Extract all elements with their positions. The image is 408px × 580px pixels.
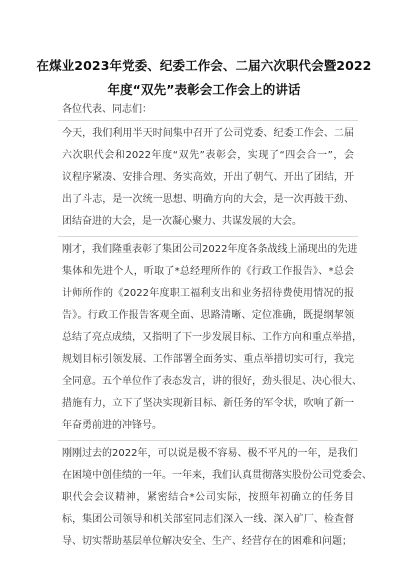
paragraph-line: 集体和先进个人，听取了*总经理所作的《行政工作报告》、*总会: [62, 266, 354, 277]
paragraph-line: 告》。行政工作报告客观全面、思路清晰、定位准确，既提纲挈领: [62, 310, 354, 321]
paragraph-line: 今天，我们利用半天时间集中召开了公司党委、纪委工作会、二届: [62, 128, 354, 139]
paragraph-line: 全同意。五个单位作了表态发言，讲的很好，劲头很足、决心很大、: [62, 376, 362, 387]
paragraph-line: 在困境中创佳绩的一年。一年来，我们认真贯彻落实股份公司党委会、: [62, 470, 372, 481]
paragraph-line: 导、切实帮助基层单位解决安全、生产、经营存在的困难和问题；: [62, 536, 352, 547]
paragraph-line: 年奋勇前进的冲锋号。: [62, 420, 162, 431]
speech-title-line-2: 年度“双先”表彰会工作会上的讲话: [107, 82, 301, 97]
divider: [58, 120, 358, 121]
paragraph-line: 总结了亮点成绩，又指明了下一步发展目标、工作方向和重点举措，: [62, 332, 362, 343]
paragraph-line: 出了斗志，是一次统一思想、明确方向的大会，是一次再鼓干劲、: [62, 194, 354, 205]
paragraph-line: 措施有力，立下了坚决实现新目标、新任务的军令状，吹响了新一: [62, 398, 354, 409]
paragraph-line: 规划目标引领发展、工作部署全面务实、重点举措切实可行，我完: [62, 354, 354, 365]
divider: [58, 236, 358, 237]
divider: [58, 440, 358, 441]
paragraph-line: 刚刚过去的2022年，可以说是极不容易、极不平凡的一年，是我们: [62, 448, 358, 459]
greeting-line: 各位代表、同志们：: [62, 104, 152, 115]
paragraph-line: 刚才，我们隆重表彰了集团公司2022年度各条战线上涌现出的先进: [62, 244, 358, 255]
paragraph-line: 职代会会议精神，紧密结合*公司实际，按照年初确立的任务目: [62, 492, 354, 503]
paragraph-line: 标，集团公司领导和机关部室同志们深入一线、深入矿厂、检查督: [62, 514, 354, 525]
speech-title-line-1: 在煤业2023年党委、纪委工作会、二届六次职代会暨2022: [36, 58, 372, 73]
paragraph-line: 议程序紧凑、安排合理、务实高效，开出了朝气、开出了团结，开: [62, 172, 354, 183]
paragraph-line: 团结奋进的大会，是一次凝心聚力、共谋发展的大会。: [62, 216, 302, 227]
paragraph-line: 六次职代会和2022年度“双先”表彰会，实现了“四会合一”，会: [62, 150, 354, 161]
paragraph-line: 计师所作的《2022年度职工福利支出和业务招待费使用情况的报: [62, 288, 354, 299]
